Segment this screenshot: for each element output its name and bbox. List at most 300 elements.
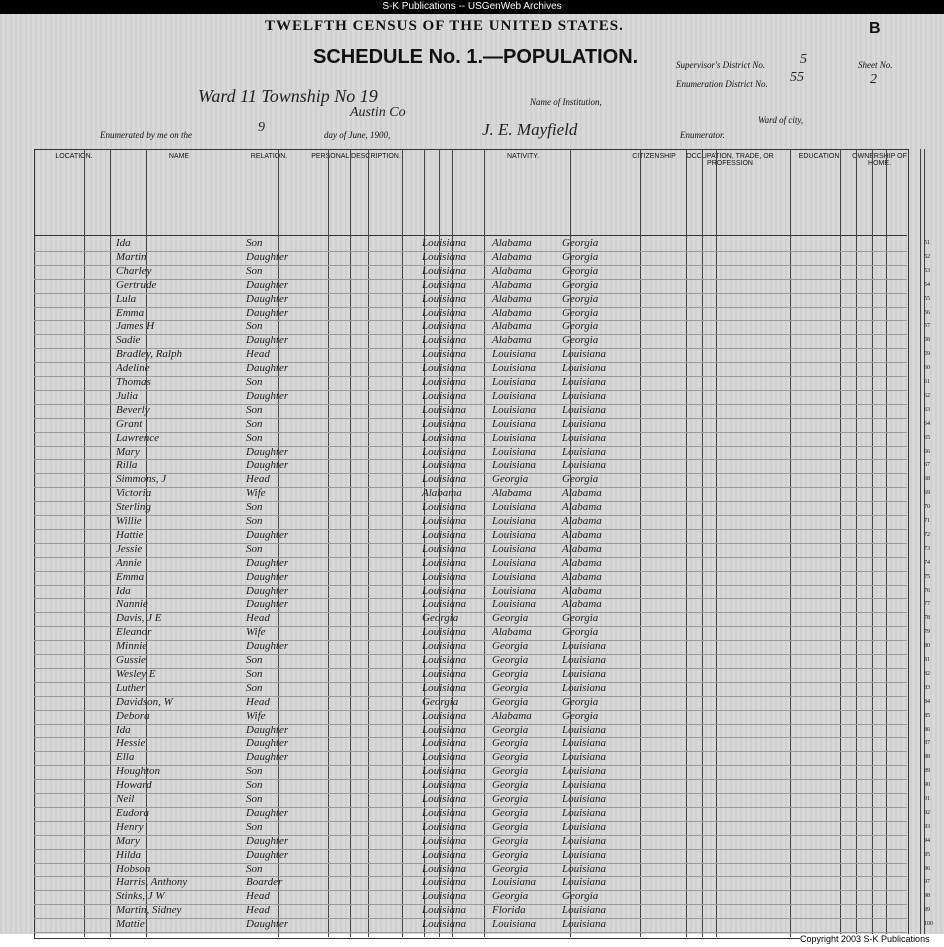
father-birthplace-cell: Georgia — [492, 834, 529, 847]
father-birthplace-cell: Louisiana — [492, 876, 537, 889]
person-name: Mary — [116, 834, 140, 847]
mother-birthplace-cell: Louisiana — [562, 445, 607, 458]
table-row — [34, 292, 930, 306]
relation-cell: Daughter — [246, 640, 289, 653]
relation-cell: Son — [246, 376, 263, 388]
person-name: Stinks, J W — [116, 890, 165, 903]
mother-birthplace-cell: Louisiana — [562, 640, 607, 653]
father-birthplace-cell: Alabama — [492, 334, 532, 347]
birthplace-cell: Louisiana — [422, 918, 467, 931]
birthplace-cell: Louisiana — [422, 751, 467, 764]
table-row — [34, 515, 930, 528]
person-name: Wesley E — [116, 667, 156, 680]
birthplace-cell: Louisiana — [422, 473, 467, 486]
col-nativity: NATIVITY. — [506, 153, 540, 160]
birthplace-cell: Louisiana — [422, 459, 467, 472]
father-birthplace-cell: Louisiana — [492, 376, 537, 388]
mother-birthplace-cell: Louisiana — [562, 904, 607, 917]
relation-cell: Wife — [246, 709, 266, 722]
father-birthplace-cell: Georgia — [492, 820, 529, 833]
line-number: 69 — [924, 490, 930, 497]
birthplace-cell: Alabama — [422, 487, 462, 500]
person-name: Bradley, Ralph — [116, 348, 182, 361]
line-number: 53 — [924, 267, 930, 274]
person-name: Eudora — [116, 806, 149, 819]
relation-cell: Son — [246, 820, 263, 833]
table-row — [34, 904, 930, 917]
father-birthplace-cell: Alabama — [492, 237, 532, 249]
father-birthplace-cell: Georgia — [492, 654, 529, 666]
table-row — [34, 348, 930, 361]
relation-cell: Son — [246, 403, 263, 416]
person-name: Ida — [116, 584, 131, 597]
person-name: Victoria — [116, 487, 152, 500]
table-row — [34, 459, 930, 472]
relation-cell: Boarder — [246, 876, 283, 889]
person-name: Minnie — [116, 640, 148, 653]
mother-birthplace-cell: Louisiana — [562, 389, 607, 402]
table-row — [34, 584, 930, 598]
table-row — [34, 654, 930, 667]
line-number: 91 — [924, 796, 930, 802]
father-birthplace-cell: Louisiana — [492, 362, 537, 375]
table-row — [34, 570, 930, 584]
relation-cell: Daughter — [246, 445, 289, 458]
mother-birthplace-cell: Georgia — [562, 626, 599, 639]
person-name: Ella — [116, 751, 135, 764]
table-row — [34, 667, 930, 681]
relation-cell: Son — [246, 417, 263, 430]
birthplace-cell: Louisiana — [422, 834, 467, 847]
line-number: 52 — [924, 253, 930, 260]
line-number: 99 — [924, 907, 930, 914]
relation-cell: Son — [246, 542, 263, 555]
father-birthplace-cell: Alabama — [492, 487, 532, 500]
line-number: 72 — [924, 531, 930, 538]
father-birthplace-cell: Alabama — [492, 264, 532, 277]
mother-birthplace-cell: Louisiana — [562, 848, 607, 861]
mother-birthplace-cell: Alabama — [562, 528, 602, 541]
line-number: 68 — [924, 476, 930, 483]
line-number: 74 — [924, 559, 930, 566]
father-birthplace-cell: Alabama — [492, 292, 532, 305]
birthplace-cell: Louisiana — [422, 890, 467, 903]
enumeration-value: 55 — [790, 70, 804, 85]
father-birthplace-cell: Louisiana — [492, 445, 537, 458]
line-number: 77 — [924, 601, 930, 608]
mother-birthplace-cell: Louisiana — [562, 737, 607, 750]
relation-cell: Daughter — [246, 362, 289, 375]
person-name: James H — [116, 320, 155, 333]
mother-birthplace-cell: Georgia — [562, 306, 599, 319]
father-birthplace-cell: Alabama — [492, 250, 532, 263]
line-number: 65 — [924, 434, 930, 441]
person-name: Nannie — [116, 598, 148, 611]
relation-cell: Daughter — [246, 737, 289, 750]
line-number: 100 — [924, 921, 933, 928]
supervisor-label: Supervisor's District No. — [676, 60, 766, 70]
mother-birthplace-cell: Louisiana — [562, 417, 607, 430]
line-number: 90 — [924, 782, 930, 789]
line-number: 58 — [924, 337, 930, 344]
father-birthplace-cell: Louisiana — [492, 918, 537, 931]
table-row — [34, 376, 930, 389]
mother-birthplace-cell: Louisiana — [562, 751, 607, 764]
birthplace-cell: Louisiana — [422, 570, 467, 583]
line-number: 89 — [924, 768, 930, 775]
mother-birthplace-cell: Alabama — [562, 515, 602, 527]
relation-cell: Daughter — [246, 918, 289, 931]
table-row — [34, 820, 930, 834]
mother-birthplace-cell: Georgia — [562, 695, 599, 708]
father-birthplace-cell: Georgia — [492, 793, 529, 805]
person-name: Annie — [116, 556, 142, 569]
line-number: 66 — [924, 448, 930, 455]
line-number: 95 — [924, 851, 930, 858]
relation-cell: Daughter — [246, 598, 289, 611]
person-name: Howard — [116, 779, 152, 792]
relation-cell: Head — [246, 890, 270, 903]
mother-birthplace-cell: Georgia — [562, 237, 599, 249]
father-birthplace-cell: Louisiana — [492, 598, 537, 611]
person-name: Hobson — [116, 862, 151, 875]
relation-cell: Son — [246, 793, 263, 805]
row-rule — [34, 932, 907, 933]
line-number: 81 — [924, 657, 930, 663]
father-birthplace-cell: Georgia — [492, 640, 529, 653]
enum-day: 9 — [258, 120, 265, 135]
father-birthplace-cell: Georgia — [492, 862, 529, 875]
person-name: Grant — [116, 417, 143, 430]
person-name: Simmons, J — [116, 473, 167, 486]
line-number: 94 — [924, 837, 930, 844]
table-row — [34, 320, 930, 333]
mother-birthplace-cell: Louisiana — [562, 362, 607, 375]
col-personal: PERSONAL DESCRIPTION. — [311, 153, 401, 160]
birthplace-cell: Louisiana — [422, 278, 467, 291]
person-name: Charley — [116, 264, 152, 277]
line-number: 67 — [924, 462, 930, 469]
relation-cell: Daughter — [246, 848, 289, 861]
line-number: 60 — [924, 365, 930, 372]
birthplace-cell: Louisiana — [422, 556, 467, 569]
sheet-letter: B — [869, 20, 881, 37]
birthplace-cell: Louisiana — [422, 640, 467, 653]
table-row — [34, 264, 930, 278]
mother-birthplace-cell: Louisiana — [562, 834, 607, 847]
person-name: Hattie — [116, 528, 144, 541]
birthplace-cell: Louisiana — [422, 626, 467, 639]
relation-cell: Daughter — [246, 459, 289, 472]
table-row — [34, 779, 930, 792]
person-name: Thomas — [116, 376, 151, 388]
relation-cell: Son — [246, 431, 263, 444]
line-number: 93 — [924, 823, 930, 830]
person-name: Julia — [116, 389, 138, 402]
birthplace-cell: Louisiana — [422, 334, 467, 347]
table-row — [34, 389, 930, 403]
col-citizenship: CITIZENSHIP — [632, 153, 676, 160]
birthplace-cell: Louisiana — [422, 376, 467, 388]
person-name: Debora — [116, 709, 150, 722]
mother-birthplace-cell: Louisiana — [562, 723, 607, 736]
father-birthplace-cell: Georgia — [492, 779, 529, 792]
father-birthplace-cell: Georgia — [492, 473, 529, 486]
father-birthplace-cell: Louisiana — [492, 389, 537, 402]
relation-cell: Son — [246, 320, 263, 333]
person-name: Emma — [116, 570, 145, 583]
birthplace-cell: Louisiana — [422, 723, 467, 736]
table-row — [34, 709, 930, 723]
birthplace-cell: Louisiana — [422, 250, 467, 263]
person-name: Mattie — [116, 918, 145, 931]
table-row — [34, 487, 930, 500]
line-number: 64 — [924, 420, 930, 427]
father-birthplace-cell: Alabama — [492, 709, 532, 722]
birthplace-cell: Louisiana — [422, 528, 467, 541]
relation-cell: Daughter — [246, 556, 289, 569]
birthplace-cell: Louisiana — [422, 654, 467, 666]
person-name: Martin — [116, 250, 147, 263]
table-row — [34, 765, 930, 778]
table-row — [34, 876, 930, 889]
sheet-value: 2 — [870, 72, 877, 87]
line-number: 82 — [924, 670, 930, 677]
column-header-band — [34, 149, 907, 236]
line-number: 55 — [924, 295, 930, 302]
mother-birthplace-cell: Alabama — [562, 584, 602, 597]
father-birthplace-cell: Louisiana — [492, 542, 537, 555]
line-number: 63 — [924, 406, 930, 413]
table-row — [34, 793, 930, 806]
mother-birthplace-cell: Louisiana — [562, 459, 607, 472]
father-birthplace-cell: Alabama — [492, 626, 532, 639]
table-row — [34, 598, 930, 611]
line-number: 62 — [924, 392, 930, 399]
relation-cell: Head — [246, 904, 270, 917]
line-number: 51 — [924, 240, 930, 246]
birthplace-cell: Louisiana — [422, 681, 467, 694]
table-row — [34, 737, 930, 750]
line-number: 78 — [924, 615, 930, 622]
mother-birthplace-cell: Louisiana — [562, 918, 607, 931]
birthplace-cell: Louisiana — [422, 362, 467, 375]
person-name: Emma — [116, 306, 145, 319]
mother-birthplace-cell: Georgia — [562, 292, 599, 305]
schedule-title: SCHEDULE No. 1.—POPULATION. — [313, 46, 639, 68]
line-number: 83 — [924, 684, 930, 691]
relation-cell: Daughter — [246, 389, 289, 402]
father-birthplace-cell: Florida — [492, 904, 526, 917]
birthplace-cell: Georgia — [422, 695, 459, 708]
table-row — [34, 862, 930, 876]
birthplace-cell: Louisiana — [422, 515, 467, 527]
line-number: 54 — [924, 281, 930, 288]
father-birthplace-cell: Alabama — [492, 320, 532, 333]
person-name: Eleanor — [116, 626, 152, 639]
ward-label: Ward of city, — [758, 115, 804, 125]
father-birthplace-cell: Georgia — [492, 667, 529, 680]
table-row — [34, 695, 930, 709]
line-number: 98 — [924, 893, 930, 900]
table-row — [34, 306, 930, 320]
birthplace-cell: Louisiana — [422, 598, 467, 611]
person-name: Adeline — [116, 362, 150, 375]
relation-cell: Son — [246, 515, 263, 527]
person-name: Harris, Anthony — [116, 876, 188, 889]
person-name: Gussie — [116, 654, 146, 666]
table-row — [34, 250, 930, 264]
birthplace-cell: Louisiana — [422, 501, 467, 514]
mother-birthplace-cell: Louisiana — [562, 820, 607, 833]
father-birthplace-cell: Louisiana — [492, 556, 537, 569]
line-number: 80 — [924, 643, 930, 650]
table-row — [34, 890, 930, 903]
father-birthplace-cell: Louisiana — [492, 459, 537, 472]
person-name: Davis, J E — [116, 612, 162, 625]
relation-cell: Son — [246, 862, 263, 875]
father-birthplace-cell: Louisiana — [492, 348, 537, 361]
mother-birthplace-cell: Alabama — [562, 598, 602, 611]
table-row — [34, 445, 930, 459]
relation-cell: Daughter — [246, 292, 289, 305]
father-birthplace-cell: Georgia — [492, 612, 529, 625]
person-name: Ida — [116, 723, 131, 736]
table-row — [34, 473, 930, 486]
person-name: Lula — [116, 292, 137, 305]
birthplace-cell: Louisiana — [422, 431, 467, 444]
mother-birthplace-cell: Georgia — [562, 250, 599, 263]
person-name: Lawrence — [116, 431, 159, 444]
birthplace-cell: Georgia — [422, 612, 459, 625]
mother-birthplace-cell: Louisiana — [562, 793, 607, 805]
mother-birthplace-cell: Georgia — [562, 709, 599, 722]
relation-cell: Son — [246, 667, 263, 680]
mother-birthplace-cell: Louisiana — [562, 667, 607, 680]
line-number: 86 — [924, 726, 930, 733]
father-birthplace-cell: Georgia — [492, 848, 529, 861]
relation-cell: Daughter — [246, 306, 289, 319]
line-number: 73 — [924, 545, 930, 552]
census-title: TWELFTH CENSUS OF THE UNITED STATES. — [265, 18, 624, 34]
birthplace-cell: Louisiana — [422, 403, 467, 416]
table-row — [34, 612, 930, 625]
mother-birthplace-cell: Alabama — [562, 570, 602, 583]
supervisor-value: 5 — [800, 52, 807, 67]
mother-birthplace-cell: Louisiana — [562, 806, 607, 819]
mother-birthplace-cell: Georgia — [562, 334, 599, 347]
relation-cell: Daughter — [246, 334, 289, 347]
mother-birthplace-cell: Alabama — [562, 501, 602, 514]
relation-cell: Daughter — [246, 723, 289, 736]
mother-birthplace-cell: Alabama — [562, 542, 602, 555]
mother-birthplace-cell: Georgia — [562, 612, 599, 625]
birthplace-cell: Louisiana — [422, 306, 467, 319]
birthplace-cell: Louisiana — [422, 876, 467, 889]
line-number: 88 — [924, 754, 930, 761]
line-number: 96 — [924, 865, 930, 872]
mother-birthplace-cell: Georgia — [562, 320, 599, 333]
table-row — [34, 806, 930, 820]
relation-cell: Son — [246, 237, 263, 249]
institution-label: Name of Institution, — [530, 97, 602, 107]
table-row — [34, 848, 930, 862]
birthplace-cell: Louisiana — [422, 820, 467, 833]
father-birthplace-cell: Georgia — [492, 737, 529, 750]
col-relation: RELATION. — [250, 153, 288, 160]
mother-birthplace-cell: Georgia — [562, 890, 599, 903]
table-row — [34, 431, 930, 445]
sheet-label: Sheet No. — [858, 60, 893, 70]
person-name: Hilda — [116, 848, 142, 861]
table-row — [34, 278, 930, 292]
enumerator-label: Enumerator. — [680, 130, 725, 140]
birthplace-cell: Louisiana — [422, 806, 467, 819]
copyright-footer: Copyright 2003 S-K Publications — [800, 934, 930, 944]
person-name: Martin, Sidney — [116, 904, 182, 917]
relation-cell: Son — [246, 501, 263, 514]
person-name: Beverly — [116, 403, 150, 416]
mother-birthplace-cell: Louisiana — [562, 765, 607, 778]
birthplace-cell: Louisiana — [422, 237, 467, 249]
person-name: Sadie — [116, 334, 141, 347]
archive-banner: S-K Publications -- USGenWeb Archives — [0, 0, 944, 14]
line-number: 56 — [924, 309, 930, 316]
relation-cell: Wife — [246, 626, 266, 639]
table-row — [34, 556, 930, 570]
relation-cell: Son — [246, 654, 263, 666]
line-number: 87 — [924, 740, 930, 747]
line-number: 70 — [924, 504, 930, 511]
birthplace-cell: Louisiana — [422, 667, 467, 680]
relation-cell: Daughter — [246, 834, 289, 847]
table-row — [34, 237, 930, 250]
table-row — [34, 681, 930, 695]
person-name: Hessie — [116, 737, 146, 750]
mother-birthplace-cell: Georgia — [562, 264, 599, 277]
relation-cell: Daughter — [246, 584, 289, 597]
father-birthplace-cell: Georgia — [492, 806, 529, 819]
person-name: Neil — [116, 793, 135, 805]
father-birthplace-cell: Georgia — [492, 751, 529, 764]
table-row — [34, 542, 930, 556]
relation-cell: Head — [246, 348, 270, 361]
table-row — [34, 626, 930, 639]
relation-cell: Son — [246, 264, 263, 277]
birthplace-cell: Louisiana — [422, 389, 467, 402]
person-name: Gertrude — [116, 278, 157, 291]
table-row — [34, 334, 930, 347]
relation-cell: Head — [246, 695, 270, 708]
person-name: Sterling — [116, 501, 151, 514]
table-row — [34, 751, 930, 764]
relation-cell: Daughter — [246, 806, 289, 819]
person-name: Luther — [116, 681, 146, 694]
line-number: 79 — [924, 629, 930, 636]
relation-cell: Wife — [246, 487, 266, 500]
birthplace-cell: Louisiana — [422, 542, 467, 555]
father-birthplace-cell: Louisiana — [492, 431, 537, 444]
relation-cell: Daughter — [246, 278, 289, 291]
person-name: Ida — [116, 237, 131, 249]
relation-cell: Head — [246, 612, 270, 625]
mother-birthplace-cell: Louisiana — [562, 431, 607, 444]
mother-birthplace-cell: Louisiana — [562, 779, 607, 792]
table-row — [34, 834, 930, 848]
birthplace-cell: Louisiana — [422, 292, 467, 305]
person-name: Houghton — [116, 765, 160, 778]
person-name: Davidson, W — [116, 695, 173, 708]
